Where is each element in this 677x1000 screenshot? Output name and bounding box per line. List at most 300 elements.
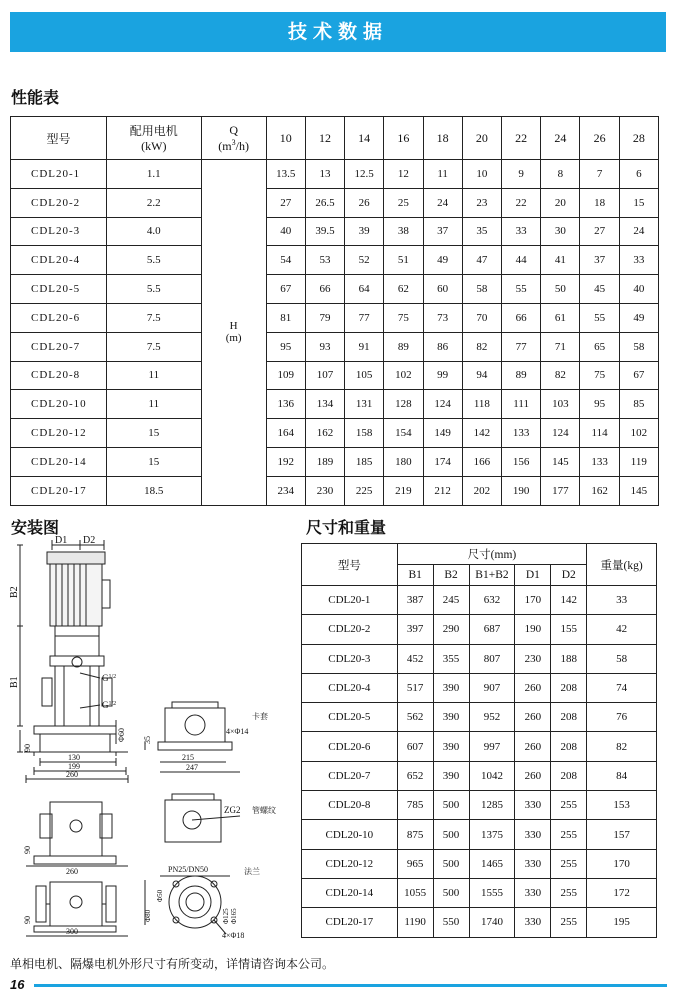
flow-value-header: 26 [580,117,619,160]
head-value-cell: 50 [541,275,580,304]
head-value-cell: 58 [462,275,501,304]
head-value-cell: 133 [502,419,541,448]
dimensions-row [302,849,657,878]
dimensions-row [302,644,657,673]
dim-value-cell: 290 [433,615,469,644]
performance-row [11,476,659,505]
performance-row [11,390,659,419]
head-value-cell: 27 [580,217,619,246]
head-value-cell: 22 [502,188,541,217]
dim-model-cell: CDL20-10 [302,820,398,849]
performance-row [11,246,659,275]
head-value-cell: 35 [462,217,501,246]
head-value-cell: 93 [305,332,344,361]
dimensions-row [302,878,657,907]
head-value-cell: 149 [423,419,462,448]
label-215: 215 [182,753,194,762]
head-value-cell: 8 [541,160,580,189]
label-kahao: 卡套 [252,712,268,721]
head-value-cell: 18 [580,188,619,217]
label-g2: $G^{1/2}$ [102,700,117,710]
motor-power-cell: 5.5 [106,246,201,275]
dim-value-cell: 965 [397,849,433,878]
dimensions-row [302,732,657,761]
dim-value-cell: 260 [515,761,551,790]
head-value-cell: 11 [423,160,462,189]
head-value-cell: 26.5 [305,188,344,217]
dim-value-cell: 607 [397,732,433,761]
model-cell: CDL20-10 [11,390,107,419]
head-value-cell: 24 [423,188,462,217]
dimensions-row [302,586,657,615]
dimensions-row [302,615,657,644]
dim-value-cell: 245 [433,586,469,615]
head-value-cell: 66 [305,275,344,304]
head-value-cell: 109 [266,361,305,390]
dim-weight-header: 重量(kg) [587,544,657,586]
dim-model-cell: CDL20-12 [302,849,398,878]
dim-value-cell: 155 [551,615,587,644]
head-value-cell: 219 [384,476,423,505]
head-value-cell: 134 [305,390,344,419]
head-value-cell: 86 [423,332,462,361]
dim-value-cell: 397 [397,615,433,644]
head-value-cell: 41 [541,246,580,275]
performance-row [11,361,659,390]
head-value-cell: 23 [462,188,501,217]
dim-value-cell: 785 [397,791,433,820]
head-value-cell: 55 [580,303,619,332]
head-value-cell: 166 [462,447,501,476]
head-value-cell: 12 [384,160,423,189]
dim-value-cell: 1285 [469,791,515,820]
label-zg2: ZG2 [224,805,241,815]
performance-row [11,419,659,448]
dim-subcol-header: D2 [551,565,587,586]
flow-header-line2: $(m^3/h)$ [218,137,249,153]
motor-header [106,117,201,160]
head-value-cell: 67 [266,275,305,304]
dimensions-row [302,673,657,702]
label-300: 300 [66,927,78,936]
dimensions-row [302,703,657,732]
dim-subcol-header: B1+B2 [469,565,515,586]
installation-heading: 安装图 [11,518,60,537]
head-value-cell: 190 [502,476,541,505]
head-value-cell: 177 [541,476,580,505]
flow-value-header: 24 [541,117,580,160]
dimensions-row [302,761,657,790]
head-value-cell: 119 [619,447,658,476]
pump-side-view [17,540,128,783]
dim-model-cell: CDL20-1 [302,586,398,615]
dimensions-row [302,820,657,849]
dim-value-cell: 1375 [469,820,515,849]
head-value-cell: 225 [345,476,384,505]
head-value-cell: 212 [423,476,462,505]
head-value-cell: 234 [266,476,305,505]
head-value-cell: 124 [541,419,580,448]
dim-value-cell: 390 [433,761,469,790]
head-value-cell: 13 [305,160,344,189]
motor-power-cell: 7.5 [106,303,201,332]
head-value-cell: 82 [541,361,580,390]
dim-weight-cell: 153 [587,791,657,820]
page-number: 16 [10,977,25,992]
dim-value-cell: 255 [551,878,587,907]
performance-row [11,160,659,189]
head-value-cell: 164 [266,419,305,448]
head-value-cell: 81 [266,303,305,332]
performance-header-row [11,117,659,160]
dim-value-cell: 952 [469,703,515,732]
head-value-cell: 73 [423,303,462,332]
model-cell: CDL20-4 [11,246,107,275]
head-value-cell: 37 [423,217,462,246]
label-260b: 260 [66,867,78,876]
dim-value-cell: 255 [551,820,587,849]
flow-value-header: 28 [619,117,658,160]
head-value-cell: 33 [619,246,658,275]
head-value-cell: 27 [266,188,305,217]
head-value-cell: 133 [580,447,619,476]
head-value-cell: 70 [462,303,501,332]
dim-value-cell: 1740 [469,908,515,937]
performance-heading: 性能表 [11,88,60,107]
dim-value-cell: 330 [515,878,551,907]
dim-value-cell: 255 [551,791,587,820]
head-value-cell: 20 [541,188,580,217]
motor-power-cell: 1.1 [106,160,201,189]
head-value-cell: 52 [345,246,384,275]
head-value-cell: 15 [619,188,658,217]
label-90b: 90 [23,846,32,854]
dim-model-cell: CDL20-14 [302,878,398,907]
head-value-cell: 85 [619,390,658,419]
model-cell: CDL20-7 [11,332,107,361]
dim-weight-cell: 33 [587,586,657,615]
performance-row [11,188,659,217]
head-value-cell: 95 [580,390,619,419]
head-value-cell: 6 [619,160,658,189]
head-value-cell: 230 [305,476,344,505]
head-value-cell: 24 [619,217,658,246]
motor-power-cell: 15 [106,419,201,448]
dim-value-cell: 500 [433,791,469,820]
label-b1: B1 [9,676,20,688]
label-phi80: Φ80 [144,909,152,922]
head-label-line1: H [229,320,238,333]
head-value-cell: 162 [305,419,344,448]
label-thread: 管螺纹 [252,806,276,815]
head-value-cell: 95 [266,332,305,361]
head-value-cell: 39 [345,217,384,246]
dim-weight-cell: 195 [587,908,657,937]
dim-model-cell: CDL20-6 [302,732,398,761]
head-value-cell: 180 [384,447,423,476]
head-value-cell: 37 [580,246,619,275]
dim-value-cell: 330 [515,791,551,820]
label-d1: D1 [55,535,68,546]
head-value-cell: 158 [345,419,384,448]
head-value-cell: 45 [580,275,619,304]
head-value-cell: 55 [502,275,541,304]
dim-value-cell: 687 [469,615,515,644]
motor-header-line1: 配用电机 [129,124,178,138]
head-value-cell: 44 [502,246,541,275]
dim-model-cell: CDL20-2 [302,615,398,644]
label-130: 130 [68,753,80,762]
head-value-cell: 91 [345,332,384,361]
dimensions-row [302,791,657,820]
head-value-cell: 7 [580,160,619,189]
label-260a: 260 [66,770,78,779]
label-90a: 90 [23,744,32,752]
threaded-top-view [165,794,240,842]
model-header: 型号 [11,117,107,160]
dim-value-cell: 997 [469,732,515,761]
dim-value-cell: 807 [469,644,515,673]
dim-model-cell: CDL20-5 [302,703,398,732]
head-value-cell: 124 [423,390,462,419]
dim-weight-cell: 170 [587,849,657,878]
head-value-cell: 107 [305,361,344,390]
head-value-cell: 145 [619,476,658,505]
label-247: 247 [186,763,198,772]
dim-model-cell: CDL20-4 [302,673,398,702]
head-value-cell: 67 [619,361,658,390]
head-value-cell: 61 [541,303,580,332]
dim-model-cell: CDL20-8 [302,791,398,820]
performance-row [11,275,659,304]
footer-note: 单相电机、隔爆电机外形尺寸有所变动，详情请咨询本公司。 [10,957,335,971]
label-phi165: Φ165 [230,908,238,924]
head-value-cell: 162 [580,476,619,505]
label-g1: $G^{1/2}$ [102,673,117,683]
label-pn: PN25/DN50 [168,865,209,874]
head-value-cell: 89 [502,361,541,390]
motor-power-cell: 11 [106,390,201,419]
dim-subcol-header: B1 [397,565,433,586]
motor-power-cell: 11 [106,361,201,390]
model-cell: CDL20-5 [11,275,107,304]
dim-value-cell: 255 [551,849,587,878]
head-value-cell: 38 [384,217,423,246]
flow-value-header: 20 [462,117,501,160]
model-cell: CDL20-6 [11,303,107,332]
head-value-cell: 40 [619,275,658,304]
dim-value-cell: 1055 [397,878,433,907]
head-value-cell: 71 [541,332,580,361]
flow-value-header: 12 [305,117,344,160]
head-value-cell: 47 [462,246,501,275]
head-value-cell: 33 [502,217,541,246]
head-value-cell: 30 [541,217,580,246]
head-value-cell: 156 [502,447,541,476]
installation-drawing [0,530,300,940]
dim-value-cell: 1555 [469,878,515,907]
label-phi125: Φ125 [222,908,230,924]
performance-row [11,447,659,476]
head-value-cell: 82 [462,332,501,361]
dim-value-cell: 1042 [469,761,515,790]
model-cell: CDL20-14 [11,447,107,476]
head-value-cell: 105 [345,361,384,390]
dim-value-cell: 260 [515,732,551,761]
head-value-cell: 154 [384,419,423,448]
dim-weight-cell: 172 [587,878,657,907]
dim-size-header: 尺寸(mm) [397,544,587,565]
label-90c: 90 [23,916,32,924]
flange-top-view [145,876,230,934]
dim-weight-cell: 42 [587,615,657,644]
head-value-cell: 185 [345,447,384,476]
flow-header-line1: Q [229,122,238,137]
dim-model-cell: CDL20-7 [302,761,398,790]
head-value-cell: 77 [345,303,384,332]
label-b2: B2 [9,586,20,598]
dim-value-cell: 500 [433,820,469,849]
head-value-cell: 75 [384,303,423,332]
motor-power-cell: 18.5 [106,476,201,505]
head-value-cell: 25 [384,188,423,217]
head-value-cell: 99 [423,361,462,390]
motor-header-line2: (kW) [141,139,167,153]
label-35: 35 [143,736,152,744]
performance-table [10,116,659,506]
model-cell: CDL20-12 [11,419,107,448]
performance-row [11,332,659,361]
head-value-cell: 62 [384,275,423,304]
dim-value-cell: 330 [515,849,551,878]
head-value-cell: 103 [541,390,580,419]
head-value-cell: 10 [462,160,501,189]
dim-value-cell: 330 [515,908,551,937]
dim-value-cell: 387 [397,586,433,615]
model-cell: CDL20-2 [11,188,107,217]
dim-value-cell: 550 [433,908,469,937]
head-value-cell: 94 [462,361,501,390]
dim-value-cell: 208 [551,732,587,761]
dim-value-cell: 260 [515,673,551,702]
flow-value-header: 10 [266,117,305,160]
label-holes14: 4×Φ14 [226,727,249,736]
dim-value-cell: 907 [469,673,515,702]
head-value-cell: 9 [502,160,541,189]
head-label-cell [201,160,266,506]
head-value-cell: 189 [305,447,344,476]
flow-header [201,117,266,160]
dimensions-heading: 尺寸和重量 [306,518,387,537]
dim-weight-cell: 157 [587,820,657,849]
dim-subcol-header: B2 [433,565,469,586]
model-cell: CDL20-3 [11,217,107,246]
dim-value-cell: 255 [551,908,587,937]
head-value-cell: 66 [502,303,541,332]
head-value-cell: 49 [619,303,658,332]
head-value-cell: 64 [345,275,384,304]
label-d2: D2 [83,535,96,546]
dim-value-cell: 188 [551,644,587,673]
head-value-cell: 114 [580,419,619,448]
head-value-cell: 136 [266,390,305,419]
label-199: 199 [68,762,80,771]
head-value-cell: 174 [423,447,462,476]
dimensions-header-row [302,544,657,565]
footer-bar [34,984,667,987]
model-cell: CDL20-1 [11,160,107,189]
head-value-cell: 26 [345,188,384,217]
dim-weight-cell: 76 [587,703,657,732]
flow-value-header: 16 [384,117,423,160]
label-phi50: Φ50 [156,889,164,902]
dim-value-cell: 208 [551,703,587,732]
dim-value-cell: 452 [397,644,433,673]
dim-value-cell: 517 [397,673,433,702]
motor-power-cell: 7.5 [106,332,201,361]
flow-value-header: 22 [502,117,541,160]
head-value-cell: 58 [619,332,658,361]
label-phi60: Φ60 [117,728,126,742]
dim-value-cell: 500 [433,878,469,907]
dim-weight-cell: 74 [587,673,657,702]
motor-power-cell: 2.2 [106,188,201,217]
head-value-cell: 40 [266,217,305,246]
head-value-cell: 142 [462,419,501,448]
head-value-cell: 145 [541,447,580,476]
head-value-cell: 75 [580,361,619,390]
motor-power-cell: 4.0 [106,217,201,246]
motor-power-cell: 5.5 [106,275,201,304]
head-value-cell: 60 [423,275,462,304]
head-value-cell: 102 [619,419,658,448]
page-banner: 技术数据 [10,12,666,52]
head-value-cell: 79 [305,303,344,332]
dim-value-cell: 170 [515,586,551,615]
head-value-cell: 111 [502,390,541,419]
threaded-side-view [26,802,128,866]
dimensions-table [301,543,657,938]
flow-value-header: 18 [423,117,462,160]
model-cell: CDL20-17 [11,476,107,505]
head-value-cell: 53 [305,246,344,275]
dim-value-cell: 500 [433,849,469,878]
dim-value-cell: 208 [551,673,587,702]
dim-weight-cell: 58 [587,644,657,673]
label-holes18: 4×Φ18 [222,931,245,940]
dim-value-cell: 390 [433,732,469,761]
dim-weight-cell: 84 [587,761,657,790]
dim-value-cell: 652 [397,761,433,790]
dim-value-cell: 208 [551,761,587,790]
head-value-cell: 51 [384,246,423,275]
performance-row [11,303,659,332]
head-value-cell: 54 [266,246,305,275]
motor-power-cell: 15 [106,447,201,476]
head-value-cell: 118 [462,390,501,419]
performance-row [11,217,659,246]
head-value-cell: 77 [502,332,541,361]
head-value-cell: 49 [423,246,462,275]
flow-value-header: 14 [345,117,384,160]
head-value-cell: 13.5 [266,160,305,189]
dim-value-cell: 190 [515,615,551,644]
dimensions-row [302,908,657,937]
dim-value-cell: 355 [433,644,469,673]
head-value-cell: 128 [384,390,423,419]
dim-value-cell: 562 [397,703,433,732]
dim-value-cell: 230 [515,644,551,673]
